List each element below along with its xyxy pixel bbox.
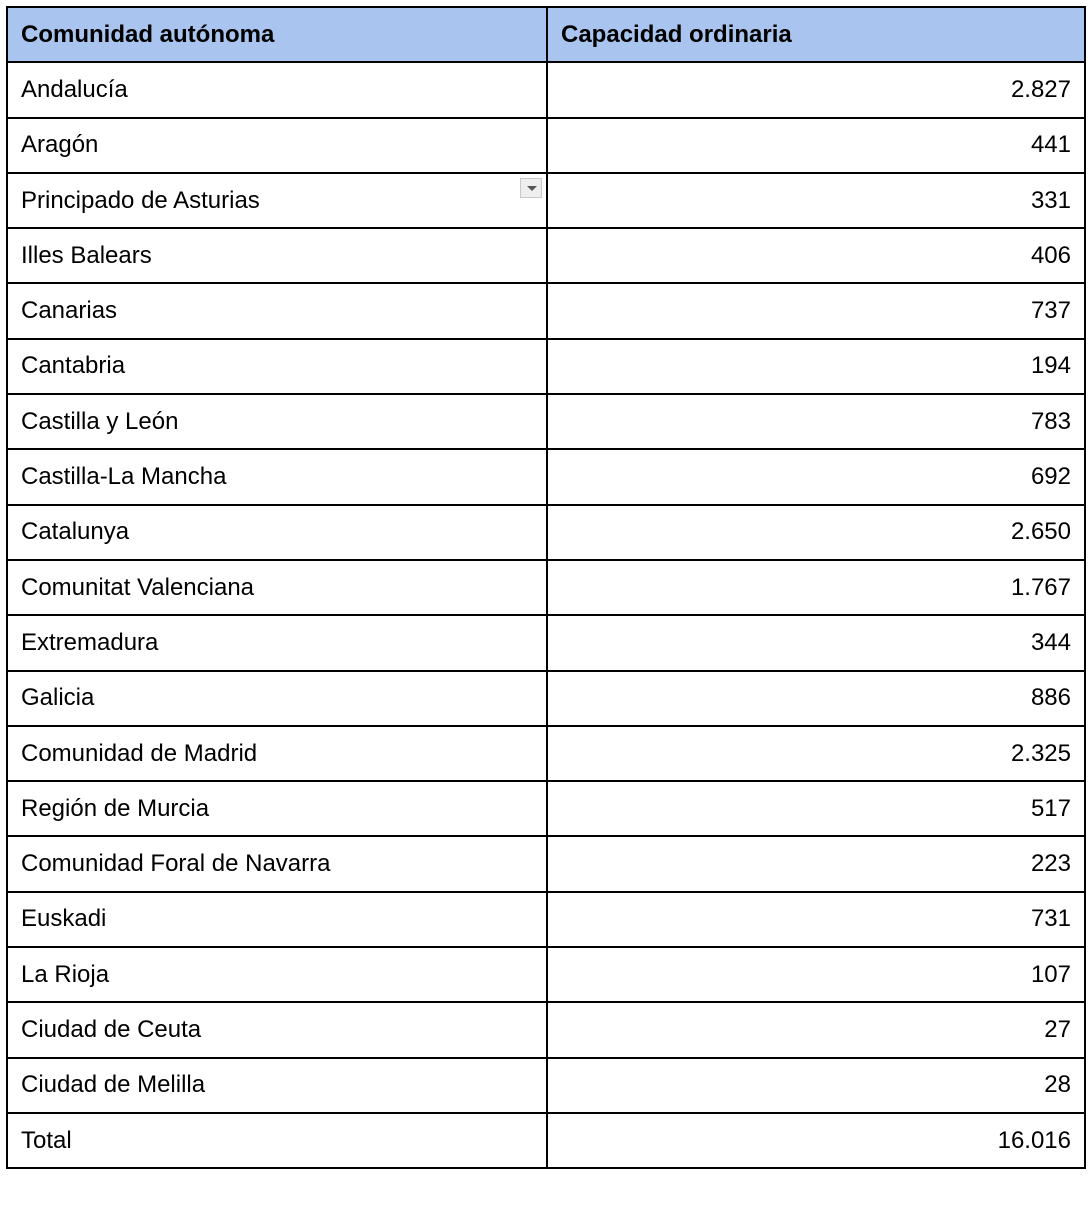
comunidad-label: Comunitat Valenciana — [21, 573, 255, 601]
cell-comunidad[interactable] — [7, 505, 547, 560]
comunidad-label: Castilla-La Mancha — [21, 463, 227, 491]
comunidad-label: Extremadura — [21, 628, 159, 656]
table-row — [7, 449, 1085, 504]
comunidad-label: Región de Murcia — [21, 794, 210, 822]
comunidad-label: Comunidad de Madrid — [21, 739, 258, 767]
comunidad-label: Castilla y León — [21, 407, 179, 435]
cell-capacidad[interactable]: 28 — [547, 1058, 1085, 1113]
cell-comunidad[interactable] — [7, 228, 547, 283]
comunidad-label: Aragón — [21, 131, 99, 159]
comunidad-label: Ciudad de Ceuta — [21, 1015, 202, 1043]
cell-capacidad[interactable]: 194 — [547, 339, 1085, 394]
cell-comunidad[interactable] — [7, 726, 547, 781]
cell-comunidad[interactable] — [7, 394, 547, 449]
cell-capacidad[interactable]: 2.827 — [547, 62, 1085, 117]
table-row — [7, 505, 1085, 560]
comunidad-label: Canarias — [21, 297, 118, 325]
comunidad-label: Catalunya — [21, 518, 130, 546]
cell-capacidad[interactable]: 223 — [547, 836, 1085, 891]
cell-capacidad[interactable]: 344 — [547, 615, 1085, 670]
cell-comunidad[interactable] — [7, 118, 547, 173]
comunidad-label: Principado de Asturias — [21, 186, 260, 214]
cell-comunidad[interactable] — [7, 1058, 547, 1113]
comunidad-label: Ciudad de Melilla — [21, 1071, 206, 1099]
cell-comunidad[interactable] — [7, 781, 547, 836]
table-row — [7, 173, 1085, 228]
cell-capacidad[interactable]: 2.325 — [547, 726, 1085, 781]
table-body — [7, 62, 1085, 1168]
comunidad-label: Illes Balears — [21, 241, 152, 269]
cell-capacidad[interactable]: 16.016 — [547, 1113, 1085, 1168]
total-row — [7, 1113, 1085, 1168]
cell-comunidad[interactable] — [7, 560, 547, 615]
comunidad-label: Andalucía — [21, 75, 128, 103]
cell-capacidad[interactable]: 1.767 — [547, 560, 1085, 615]
table-row — [7, 892, 1085, 947]
comunidad-label: Total — [21, 1126, 72, 1154]
cell-capacidad[interactable]: 517 — [547, 781, 1085, 836]
cell-comunidad[interactable] — [7, 449, 547, 504]
table-row — [7, 1002, 1085, 1057]
table-row — [7, 726, 1085, 781]
comunidad-label: Galicia — [21, 684, 95, 712]
table-row — [7, 394, 1085, 449]
cell-comunidad[interactable] — [7, 615, 547, 670]
cell-capacidad[interactable]: 27 — [547, 1002, 1085, 1057]
cell-comunidad[interactable] — [7, 1002, 547, 1057]
table-row — [7, 615, 1085, 670]
table-row — [7, 62, 1085, 117]
header-row — [7, 7, 1085, 62]
comunidad-label: Cantabria — [21, 352, 126, 380]
cell-capacidad[interactable]: 731 — [547, 892, 1085, 947]
comunidad-label: La Rioja — [21, 960, 110, 988]
table-row — [7, 283, 1085, 338]
cell-capacidad[interactable]: 737 — [547, 283, 1085, 338]
table-row — [7, 228, 1085, 283]
header-capacidad: Capacidad ordinaria — [547, 7, 1085, 62]
cell-comunidad[interactable] — [7, 836, 547, 891]
cell-comunidad[interactable] — [7, 947, 547, 1002]
comunidad-label: Comunidad Foral de Navarra — [21, 850, 331, 878]
cell-comunidad[interactable] — [7, 892, 547, 947]
cell-capacidad[interactable]: 692 — [547, 449, 1085, 504]
cell-capacidad[interactable]: 331 — [547, 173, 1085, 228]
cell-comunidad[interactable] — [7, 671, 547, 726]
cell-comunidad[interactable] — [7, 1113, 547, 1168]
comunidad-label: Euskadi — [21, 905, 107, 933]
table-row — [7, 781, 1085, 836]
cell-capacidad[interactable]: 783 — [547, 394, 1085, 449]
cell-capacidad[interactable]: 406 — [547, 228, 1085, 283]
capacity-table — [6, 6, 1086, 1169]
table-row — [7, 836, 1085, 891]
table-row — [7, 1058, 1085, 1113]
cell-comunidad[interactable] — [7, 283, 547, 338]
cell-capacidad[interactable]: 441 — [547, 118, 1085, 173]
header-comunidad: Comunidad autónoma — [7, 7, 547, 62]
table-row — [7, 671, 1085, 726]
cell-comunidad[interactable] — [7, 339, 547, 394]
cell-capacidad[interactable]: 886 — [547, 671, 1085, 726]
table-row — [7, 560, 1085, 615]
cell-capacidad[interactable]: 107 — [547, 947, 1085, 1002]
table-row — [7, 118, 1085, 173]
cell-comunidad[interactable] — [7, 62, 547, 117]
table-row — [7, 947, 1085, 1002]
table-row — [7, 339, 1085, 394]
cell-capacidad[interactable]: 2.650 — [547, 505, 1085, 560]
cell-comunidad[interactable] — [7, 173, 547, 228]
dropdown-arrow-icon[interactable] — [520, 178, 542, 198]
